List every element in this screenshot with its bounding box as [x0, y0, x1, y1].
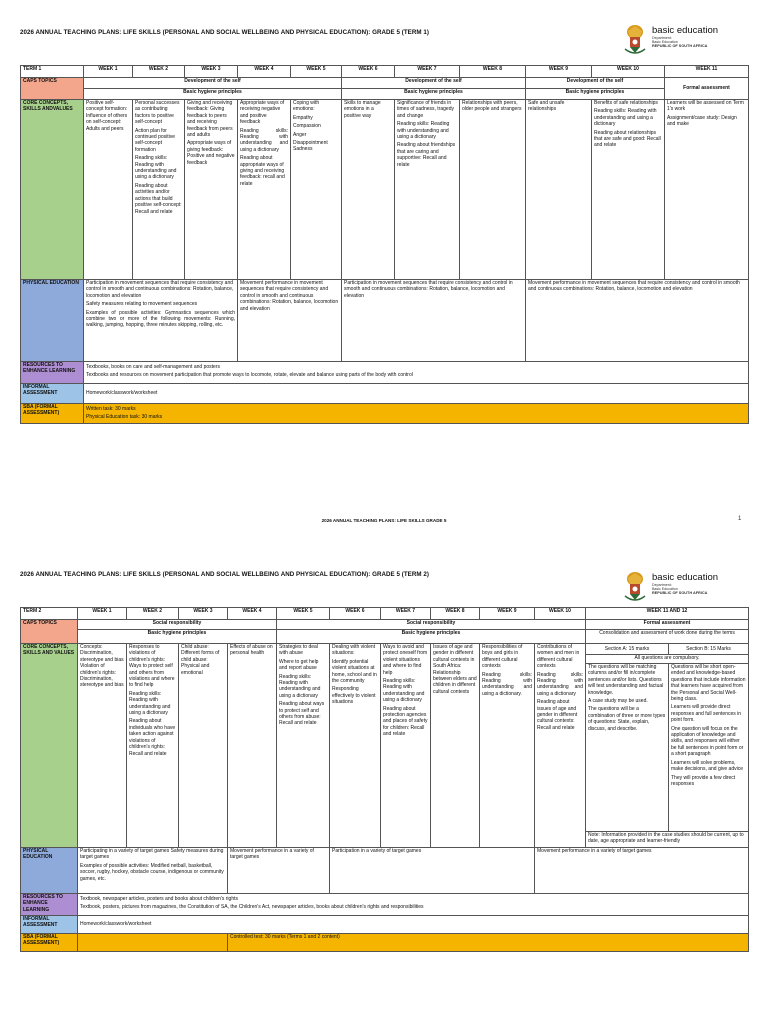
cell-text: Examples of possible activities: Gymnastics sequences which combine two or more of the following movements: Running, walking, jumping, hopping, three minutes skipping, rolling, etc. — [86, 309, 235, 329]
coat-of-arms-icon — [622, 23, 648, 57]
cell-text: Identify potential violent situations at home, school and in the community — [332, 658, 377, 685]
content-cell — [127, 644, 179, 848]
row-label: RESOURCES TO ENHANCE LEARNING — [21, 362, 84, 384]
content-cell: Concepts: Discrimination, stereotype and bias Violation of children's rights: Discrimination, stereotype and bias — [78, 644, 127, 848]
header-cell: WEEK 9 — [526, 66, 592, 78]
cell-text: Learners will provide direct responses and full sentences in point form. — [671, 704, 742, 724]
content-cell: Safe and unsafe relationships — [526, 100, 592, 280]
cell-text: Assignment/case study: Design and make — [667, 114, 737, 128]
cell-text: Textbooks and resources on movement participation that promote ways to locomote, rotate, elevate and balance using parts of the body with control — [86, 372, 413, 379]
logo-rsa: REPUBLIC OF SOUTH AFRICA — [652, 591, 708, 596]
cell-text: Ways to avoid and protect oneself from violent situations and where to find help — [383, 644, 428, 676]
content-cell — [592, 100, 665, 280]
dbe-logo — [622, 23, 718, 57]
content-cell — [381, 644, 431, 848]
header-cell: WEEK 6 — [342, 66, 395, 78]
page-title: 2026 ANNUAL TEACHING PLANS: LIFE SKILLS (PERSONAL AND SOCIAL WELLBEING AND PHYSICAL EDUCATION): GRADE 5 (TERM 1) — [20, 29, 429, 36]
header-cell: TERM 1 — [21, 66, 84, 78]
cell-text: Benefits of safe relationships — [594, 100, 658, 106]
row-label: INFORMAL ASSESSMENT — [21, 916, 78, 934]
cell-text: Appropriate ways of receiving negative and positive feedback — [240, 100, 285, 126]
content-cell: Movement performance in movement sequences that require consistency and control in smooth and continuous combinations: Rotation, balance, locomotion and elevation — [238, 280, 342, 362]
content-cell: Note: Information provided in the case studies should be current, up to date, age appropriate and learner-friendly — [586, 832, 749, 848]
header-cell: WEEK 7 — [395, 66, 460, 78]
row-label: PHYSICAL EDUCATION — [21, 280, 84, 362]
page-footer: 2026 ANNUAL TEACHING PLANS: LIFE SKILLS GRADE 5 — [321, 518, 447, 523]
cell-text: Safety measures relating to movement sequences — [86, 301, 198, 308]
cell-text: Empathy — [293, 114, 313, 121]
caps-row — [21, 630, 749, 644]
topic-cell: Basic hygiene principles — [342, 89, 526, 100]
cell-text: The questions will be matching columns and/or fill in/complete sentences and/or lists. Questions will test understanding and factual knowledge. — [588, 664, 664, 696]
cell-text: Coping with emotions: — [293, 100, 320, 113]
cell-text: Responses to violations of children's rights: Ways to protect self and others from violations and where to find help — [129, 644, 175, 689]
cell-text: Anger — [293, 131, 307, 138]
header-cell: WEEK 3 — [179, 608, 228, 620]
topic-cell: Basic hygiene principles — [277, 630, 586, 644]
informal-row — [21, 916, 749, 934]
content-cell — [78, 894, 749, 916]
row-label: CORE CONCEPTS, SKILLS AND VALUES — [21, 644, 78, 848]
cell-text: Contributions of women and men in different cultural contexts — [537, 644, 580, 670]
content-cell — [291, 100, 342, 280]
header-cell: WEEK 8 — [431, 608, 480, 620]
topic-cell: Development of the self — [84, 78, 342, 89]
cell-text: They will provide a few direct responses — [671, 774, 736, 787]
cell-text: Disappointment Sadness — [293, 140, 328, 153]
header-cell: WEEK 1 — [84, 66, 133, 78]
cell-text: Textbook, posters, pictures from magazines, the Constitution of SA, the Children's Act, newspaper articles, books about children's rights and responsibilities — [80, 904, 424, 911]
cell-text: Reading about issues of age and gender in different cultural contexts: Recall and relate — [537, 699, 578, 731]
sba-row — [21, 934, 749, 952]
cell-text: Responsibilities of boys and girls in different cultural contexts — [482, 644, 523, 670]
content-cell — [480, 644, 535, 848]
cell-text: Dealing with violent situations: — [332, 644, 376, 657]
logo-sub: Department: — [652, 583, 672, 587]
row-label: CAPS TOPICS — [21, 620, 78, 644]
caps-row — [21, 620, 749, 630]
term1-plan-table — [20, 65, 749, 424]
table-header-row — [21, 608, 749, 620]
coat-of-arms-icon — [622, 570, 648, 604]
header-cell: WEEK 11 AND 12 — [586, 608, 749, 620]
page-number: 1 — [738, 516, 742, 522]
cell-text: Participating in a variety of target games Safety measures during target games — [80, 848, 224, 861]
row-label: RESOURCES TO ENHANCE LEARNING — [21, 894, 78, 916]
core-row — [21, 644, 749, 655]
content-cell — [238, 100, 291, 280]
header-cell: WEEK 11 — [665, 66, 749, 78]
informal-row — [21, 384, 749, 404]
row-label: SBA (FORMAL ASSESSMENT) — [21, 934, 78, 952]
cell-text: Significance of friends in times of sadness, tragedy and change — [397, 100, 454, 119]
content-cell: Skills to manage emotions in a positive way — [342, 100, 395, 280]
cell-text: Compassion — [293, 123, 321, 130]
caps-row — [21, 78, 749, 89]
cell-text: Reading about individuals who have taken action against violations of children's rights: Recall and relate — [129, 718, 176, 757]
cell-text: Textbook, newspaper articles, posters and books about children's rights — [80, 896, 238, 902]
cell-text: Written task: 30 marks — [86, 406, 136, 412]
logo-rsa: REPUBLIC OF SOUTH AFRICA — [652, 44, 708, 49]
term2-plan-table — [20, 607, 749, 952]
logo-sub: Department: — [652, 36, 672, 40]
topic-cell: Formal assessment — [665, 78, 749, 100]
content-cell: Child abuse: Different forms of child abuse: Physical and emotional — [179, 644, 228, 848]
term2-page — [0, 548, 768, 1024]
content-cell — [84, 280, 238, 362]
page-title: 2026 ANNUAL TEACHING PLANS: LIFE SKILLS (PERSONAL AND SOCIAL WELLBEING AND PHYSICAL EDUCATION): GRADE 5 (TERM 2) — [20, 571, 429, 578]
content-cell: Participation in movement sequences that require consistency and control in smooth and continuous combinations: Rotation, balance, locomotion and elevation — [342, 280, 526, 362]
resources-row — [21, 362, 749, 384]
logo-sub: Basic Education — [652, 587, 678, 592]
topic-cell: Formal assessment — [586, 620, 749, 630]
cell-text: Examples of possible activities: Modified netball, basketball, soccer, rugby, hockey, obstacle course, indigenous or community games, etc. — [80, 862, 224, 882]
cell-text: Learners will be assessed on Term 1's work — [667, 100, 744, 113]
header-cell: WEEK 10 — [592, 66, 665, 78]
cell-text: Giving and receiving feedback: Giving feedback to peers and receiving feedback from peers and adults — [187, 100, 233, 139]
header-cell: WEEK 4 — [228, 608, 277, 620]
topic-cell: Development of the self — [526, 78, 665, 89]
content-cell: Relationships with peers, older people and strangers — [460, 100, 526, 280]
cell-text: Reading about protection agencies and places of safety for children: Recall and relate — [383, 705, 428, 738]
content-cell — [133, 100, 185, 280]
header-cell: WEEK 10 — [535, 608, 586, 620]
logo-sub: Basic Education — [652, 40, 678, 45]
row-label: PHYSICAL EDUCATION — [21, 848, 78, 894]
caps-row — [21, 89, 749, 100]
cell-text: A case study may be used. — [588, 698, 648, 705]
cell-text: Action plan for continued positive self-concept formation — [135, 127, 176, 153]
header-cell: WEEK 5 — [277, 608, 330, 620]
topic-cell: Social responsibility — [277, 620, 586, 630]
cell-text: Questions will be short open- ended and knowledge-based questions that include information that learners have acquired from the Personal and Social Well-being class. — [671, 664, 746, 703]
topic-cell: Development of the self — [342, 78, 526, 89]
cell-text: Learners will solve problems, make decisions, and give advice — [671, 759, 743, 773]
content-cell — [665, 100, 749, 280]
topic-cell: Basic hygiene principles — [526, 89, 665, 100]
content-cell — [84, 404, 749, 424]
content-cell: Controlled test: 30 marks (Terms 1 and 2 content) — [228, 934, 749, 952]
dbe-logo — [622, 570, 718, 604]
resources-row — [21, 894, 749, 916]
content-cell: Positive self-concept formation: Influence of others on self-concept: Adults and peers — [84, 100, 133, 280]
header-cell: WEEK 9 — [480, 608, 535, 620]
cell-text: Appropriate ways of giving feedback: Positive and negative feedback — [187, 140, 235, 166]
cell-text: Reading about ways to protect self and others from abuse: Recall and relate — [279, 701, 325, 727]
cell-text: Textbooks, books on care and self-management and posters — [86, 364, 220, 370]
content-cell: Movement performance in a variety of target games — [228, 848, 330, 894]
cell-text: Reading about appropriate ways of giving and receiving feedback: recall and relate — [240, 155, 285, 187]
cell-text: Reading skills: Reading with understanding and using a dictionary — [537, 671, 583, 697]
content-cell — [395, 100, 460, 280]
content-cell — [277, 644, 330, 848]
cell-text: Where to get help and report abuse — [279, 658, 319, 672]
cell-text: Reading skills: Reading with understanding and using a dictionary — [129, 690, 171, 717]
header-cell: WEEK 5 — [291, 66, 342, 78]
content-cell — [669, 664, 749, 832]
cell-text: The questions will be a combination of three or more types of questions: State, explain, discuss, and describe. — [588, 706, 666, 732]
cell-text: Personal successes as contributing factors to positive self-concept — [135, 100, 180, 126]
content-cell — [586, 664, 669, 832]
row-label: CAPS TOPICS — [21, 78, 84, 100]
cell-text: Reading skills: Reading with understanding and using a dictionary — [135, 155, 177, 181]
cell-text: Reading about activities and/or actions that build positive self-concept: Recall and relate — [135, 182, 182, 215]
header-cell: WEEK 3 — [185, 66, 238, 78]
cell-text: Strategies to deal with abuse — [279, 644, 318, 657]
cell-text: Reading skills: Reading with understanding and using a dictionary — [279, 673, 321, 699]
header-cell: TERM 2 — [21, 608, 78, 620]
cell-text: Reading skills: Reading with understanding and using a dictionary — [397, 121, 450, 141]
table-header-row — [21, 66, 749, 78]
header-cell: WEEK 4 — [238, 66, 291, 78]
cell-text: Reading skills: Reading with understanding and using a dictionary — [383, 678, 425, 704]
cell-text: Physical Education task: 30 marks — [86, 414, 163, 421]
content-cell: Section A: 15 marks — [586, 644, 669, 655]
cell-text: Responding effectively to violent situations — [332, 686, 376, 706]
topic-cell: Consolidation and assessment of work done during the terms — [586, 630, 749, 644]
header-cell: WEEK 6 — [330, 608, 381, 620]
row-label: INFORMAL ASSESSMENT — [21, 384, 84, 404]
content-cell: Effects of abuse on personal health — [228, 644, 277, 848]
content-cell: Movement performance in a variety of target games — [535, 848, 749, 894]
header-cell: WEEK 1 — [78, 608, 127, 620]
logo-wordmark: basic education — [652, 25, 719, 36]
topic-cell: Basic hygiene principles — [78, 630, 277, 644]
content-cell: Movement performance in movement sequences that require consistency and control in smooth and continuous combinations: Rotation, balance, locomotion and elevation — [526, 280, 749, 362]
content-cell — [185, 100, 238, 280]
pe-row — [21, 848, 749, 894]
content-cell — [330, 644, 381, 848]
content-cell: Issues of age and gender in different cultural contexts in South Africa: Relationship between elders and children in different cultural contexts — [431, 644, 480, 848]
content-cell: All questions are compulsory. — [586, 655, 749, 664]
header-cell: WEEK 8 — [460, 66, 526, 78]
row-label: SBA (FORMAL ASSESSMENT) — [21, 404, 84, 424]
cell-text: Reading skills: Reading with understanding and using a dictionary — [240, 127, 288, 153]
header-cell: WEEK 2 — [133, 66, 185, 78]
pe-row — [21, 280, 749, 362]
cell-text: Reading about relationships that are safe and good: Recall and relate — [594, 129, 661, 149]
content-cell — [84, 362, 749, 384]
topic-cell: Social responsibility — [78, 620, 277, 630]
content-cell — [535, 644, 586, 848]
topic-cell: Basic hygiene principles — [84, 89, 342, 100]
cell-text: Reading skills: Reading with understanding and using a dictionary — [594, 108, 657, 128]
content-cell — [78, 848, 228, 894]
cell-text: One question will focus on the application of knowledge and skills, and responses will either be full sentences in point form or a short paragraph — [671, 725, 744, 758]
cell-text: Reading about friendships that are caring and supportive: Recall and relate — [397, 142, 456, 168]
sba-row — [21, 404, 749, 424]
content-cell: Section B: 15 Marks — [669, 644, 749, 655]
row-label: CORE CONCEPTS, SKILLS ANDVALUES — [21, 100, 84, 280]
cell-text: Participation in movement sequences that require consistency and control in smooth and continuous combinations: Rotation, balance, locomotion and elevation — [86, 280, 234, 299]
core-row — [21, 100, 749, 280]
cell-text: Reading skills: Reading with understanding and using a dictionary. — [482, 671, 532, 697]
content-cell: Homework/classwork/worksheet — [78, 916, 749, 934]
header-cell: WEEK 2 — [127, 608, 179, 620]
content-cell: Participation in a variety of target games — [330, 848, 535, 894]
content-cell — [78, 934, 228, 952]
content-cell: Homework/classwork/worksheet — [84, 384, 749, 404]
header-cell: WEEK 7 — [381, 608, 431, 620]
logo-wordmark: basic education — [652, 572, 719, 583]
